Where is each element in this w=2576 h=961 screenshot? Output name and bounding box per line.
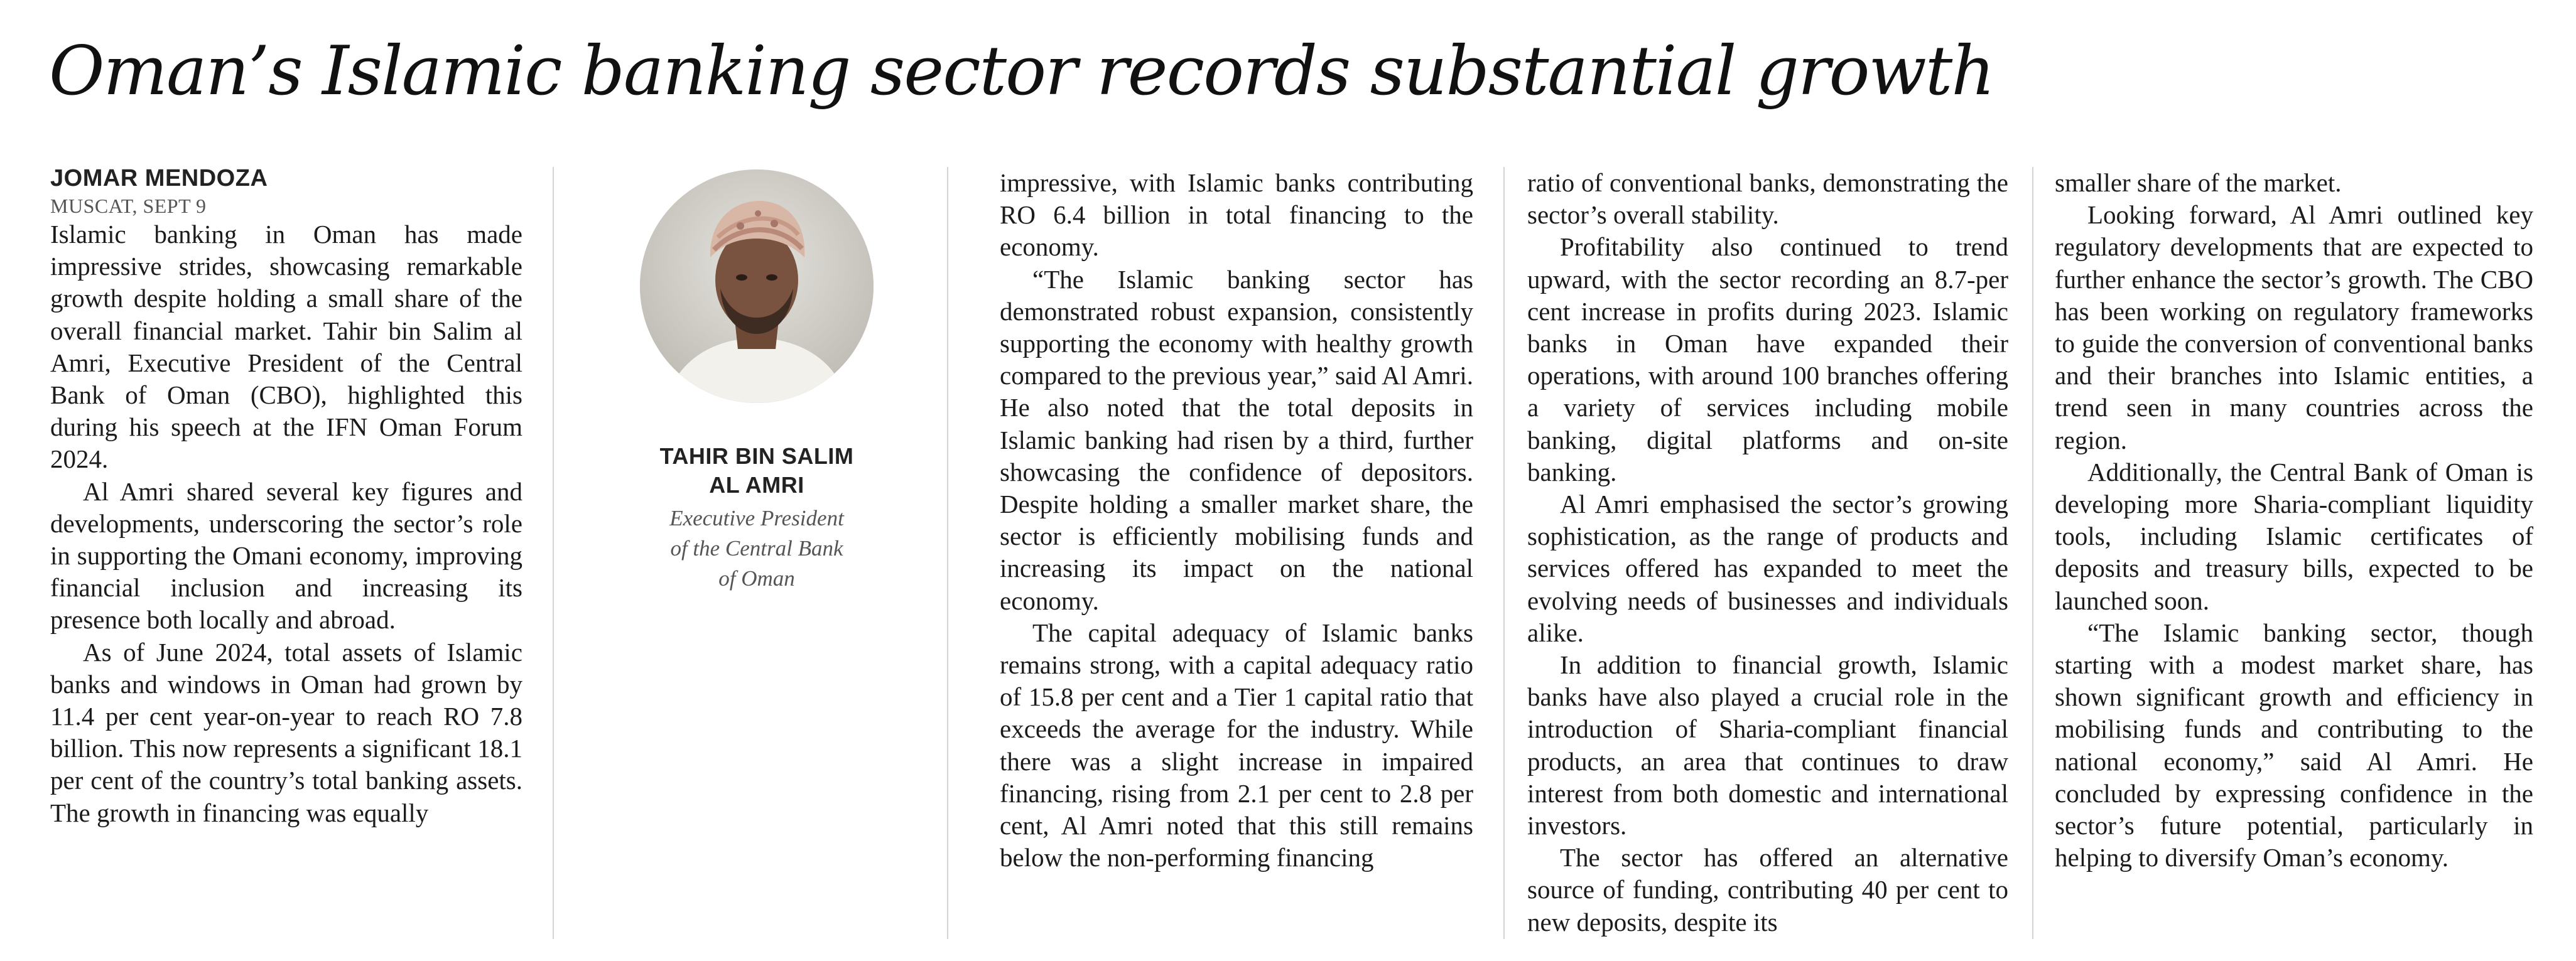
paragraph: Additionally, the Central Bank of Oman is developing more Sharia-compliant liquidity tools, including Islamic certificates of deposits and treasury bills, expected to be launched soon. bbox=[2055, 457, 2533, 615]
paragraph: As of June 2024, total assets of Islamic banks and windows in Oman had grown by 11.4 per cent year-on-year to reach RO 7.8 billion. This now represents a significant 18.1 per cent of the country’s total banking assets. The growth in financing was equally bbox=[50, 637, 522, 827]
caption-name bbox=[622, 442, 892, 500]
paragraph: smaller share of the market. bbox=[2055, 168, 2342, 197]
caption-title-line: of Oman bbox=[718, 566, 795, 591]
paragraph: Profitability also continued to trend upward, with the sector recording an 8.7-per cent increase in profits during 2023. Islamic banks in Oman have expanded their operations, with around 100 branches offering a variety of services including mobile banking, digital platforms and on-site banking. bbox=[1527, 232, 2008, 486]
column-divider bbox=[553, 167, 554, 939]
paragraph: ratio of conventional banks, demonstrating the sector’s overall stability. bbox=[1527, 168, 2008, 230]
column-divider bbox=[1503, 167, 1505, 939]
paragraph: Looking forward, Al Amri outlined key regulatory developments that are expected to further enhance the sector’s growth. The CBO has been working on regulatory frameworks to guide the conversion of conventional banks and their branches into Islamic entities, a trend seen in many countries across the region. bbox=[2055, 200, 2533, 454]
article-column-2 bbox=[1000, 167, 1473, 874]
caption-name-line: TAHIR BIN SALIM bbox=[659, 443, 854, 469]
article-column-1 bbox=[50, 163, 522, 829]
paragraph: “The Islamic banking sector, though starting with a modest market share, has shown significant growth and efficiency in mobilising funds and contributing to the national economy,” said Al Amri. He concluded by expressing confidence in the sector’s future potential, particularly in helping to diversify Oman’s economy. bbox=[2055, 618, 2533, 872]
photo-block bbox=[622, 169, 892, 594]
paragraph: Al Amri emphasised the sector’s growing sophistication, as the range of products and services offered has expanded to meet the evolving needs of businesses and individuals alike. bbox=[1527, 490, 2008, 647]
dateline: MUSCAT, SEPT 9 bbox=[50, 195, 207, 217]
caption-title bbox=[622, 503, 892, 594]
portrait-illustration bbox=[640, 169, 874, 403]
portrait-photo bbox=[640, 169, 874, 403]
article-column-3 bbox=[1527, 167, 2008, 938]
article-column-4 bbox=[2055, 167, 2533, 874]
byline-author: JOMAR MENDOZA bbox=[50, 165, 268, 191]
caption-name-line: AL AMRI bbox=[709, 472, 804, 498]
paragraph: impressive, with Islamic banks contributing RO 6.4 billion in total financing to the economy. bbox=[1000, 168, 1473, 262]
caption-title-line: Executive President bbox=[669, 506, 844, 530]
paragraph: Islamic banking in Oman has made impressive strides, showcasing remarkable growth despite holding a small share of the overall financial market. Tahir bin Salim al Amri, Executive President of the Central Bank of Oman (CBO), highlighted this during his speech at the IFN Oman Forum 2024. bbox=[50, 220, 522, 474]
paragraph: The sector has offered an alternative source of funding, contributing 40 per cent to new deposits, despite its bbox=[1527, 843, 2008, 937]
paragraph: In addition to financial growth, Islamic banks have also played a crucial role in the introduction of Sharia-compliant financial products, an area that continues to draw interest from both domestic and international investors. bbox=[1527, 650, 2008, 840]
caption-title-line: of the Central Bank bbox=[670, 536, 843, 561]
paragraph: “The Islamic banking sector has demonstrated robust expansion, consistently supporting the economy with healthy growth compared to the previous year,” said Al Amri. He also noted that the total deposits in Islamic banking had risen by a third, further showcasing the confidence of depositors. Despite holding a smaller market share, the sector is efficiently mobilising funds and increasing its impact on the national economy. bbox=[1000, 264, 1473, 615]
headline: Oman’s Islamic banking sector records substantial growth bbox=[49, 32, 1994, 110]
column-divider bbox=[947, 167, 948, 939]
column-divider bbox=[2032, 167, 2033, 939]
paragraph: The capital adequacy of Islamic banks remains strong, with a capital adequacy ratio of 15.8 per cent and a Tier 1 capital ratio that exceeds the average for the industry. While there was a slight increase in impaired financing, rising from 2.1 per cent to 2.8 per cent, Al Amri noted that this still remains below the non-performing financing bbox=[1000, 618, 1473, 872]
paragraph: Al Amri shared several key figures and developments, underscoring the sector’s role in supporting the Omani economy, improving financial inclusion and increasing its presence both locally and abroad. bbox=[50, 476, 522, 635]
